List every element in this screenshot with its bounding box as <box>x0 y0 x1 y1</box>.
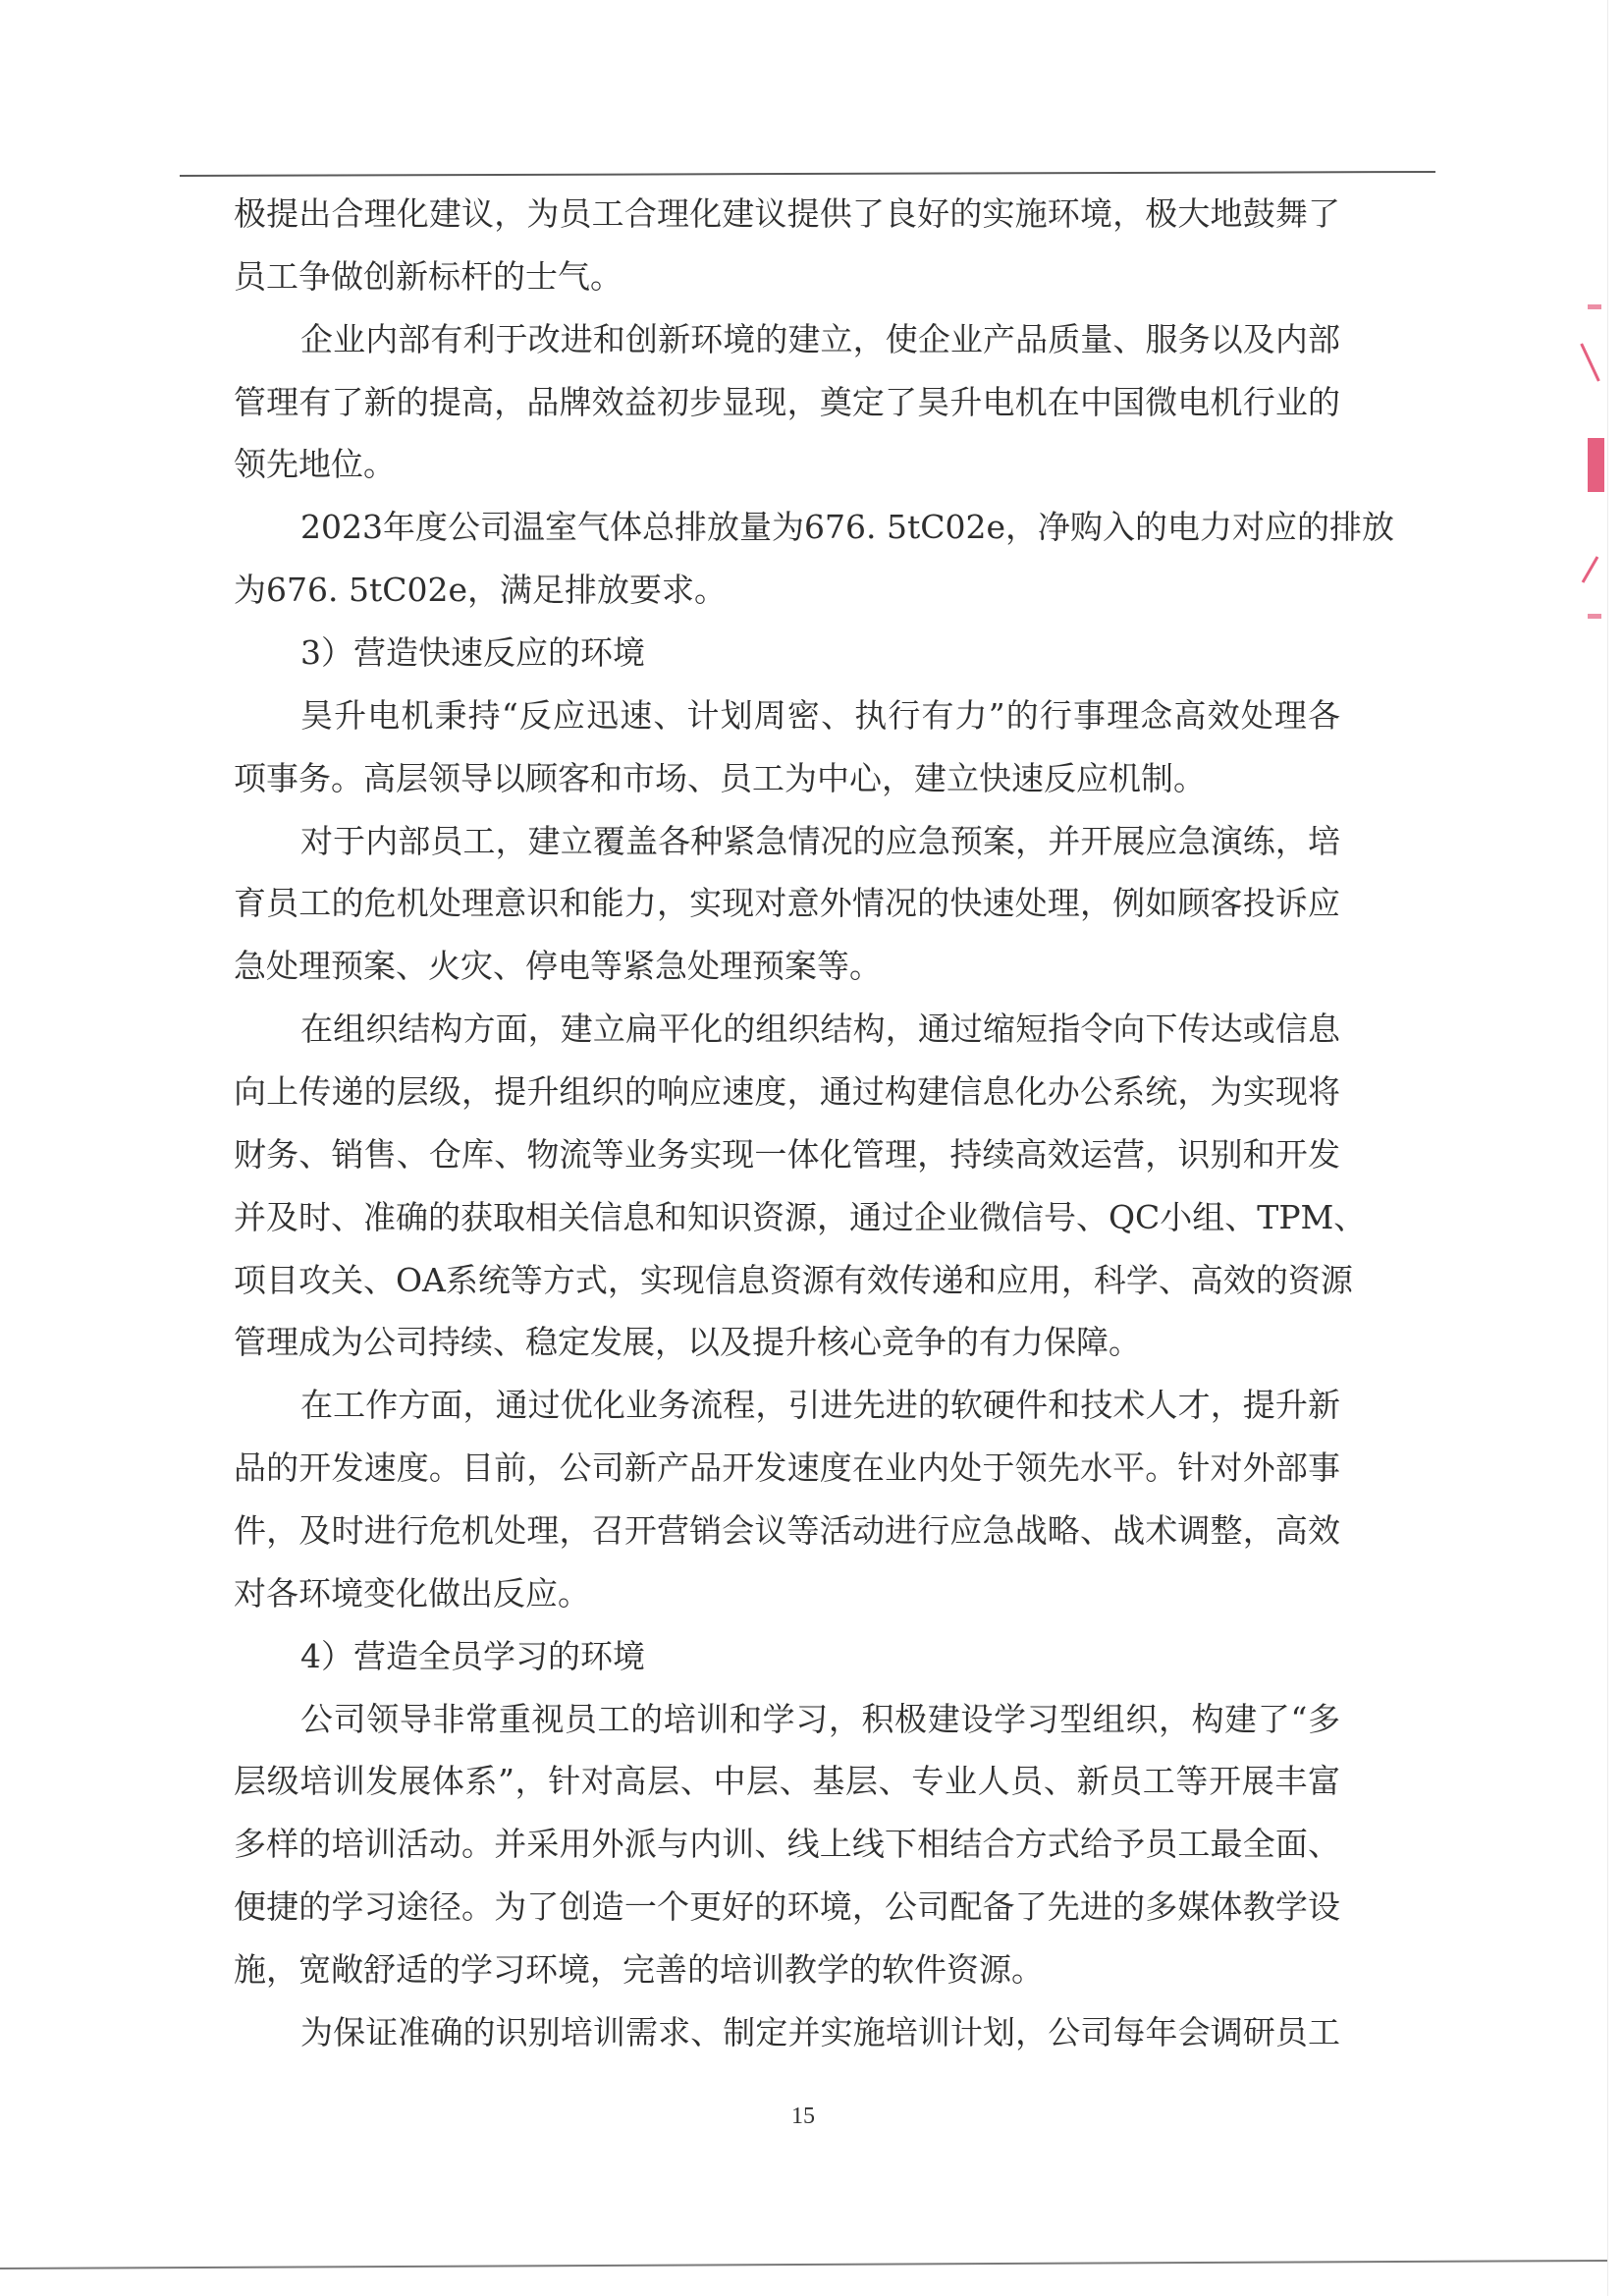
text-line: 为676. 5tC02e，满足排放要求。 <box>234 571 727 610</box>
text-line: 领先地位。 <box>234 445 396 484</box>
section-heading: 4）营造全员学习的环境 <box>300 1636 645 1675</box>
text-line: 急处理预案、火灾、停电等紧急处理预案等。 <box>234 947 882 986</box>
text-line: 极提出合理化建议，为员工合理化建议提供了良好的实施环境，极大地鼓舞了 <box>234 194 1340 233</box>
text-line: 昊升电机秉持“反应迅速、计划周密、执行有力”的行事理念高效处理各 <box>300 695 1340 735</box>
text-line: 层级培训发展体系”，针对高层、中层、基层、专业人员、新员工等开展丰富 <box>234 1762 1340 1801</box>
header-rule <box>180 171 1435 177</box>
text-line: 公司领导非常重视员工的培训和学习，积极建设学习型组织，构建了“多 <box>300 1699 1340 1738</box>
text-line: 件，及时进行危机处理，召开营销会议等活动进行应急战略、战术调整，高效 <box>234 1511 1340 1551</box>
text-line: 并及时、准确的获取相关信息和知识资源，通过企业微信号、QC小组、TPM、 <box>234 1197 1367 1236</box>
seal-stamp-fragment <box>1588 614 1601 619</box>
text-line: 管理有了新的提高，品牌效益初步显现，奠定了昊升电机在中国微电机行业的 <box>234 382 1340 421</box>
text-line: 向上传递的层级，提升组织的响应速度，通过构建信息化办公系统，为实现将 <box>234 1072 1340 1112</box>
text-line: 在组织结构方面，建立扁平化的组织结构，通过缩短指令向下传达或信息 <box>300 1010 1340 1049</box>
text-line: 管理成为公司持续、稳定发展，以及提升核心竞争的有力保障。 <box>234 1323 1141 1362</box>
text-line: 施，宽敞舒适的学习环境，完善的培训教学的软件资源。 <box>234 1950 1044 1990</box>
text-line: 对各环境变化做出反应。 <box>234 1573 590 1613</box>
text-line: 育员工的危机处理意识和能力，实现对意外情况的快速处理，例如顾客投诉应 <box>234 884 1340 923</box>
text-line: 便捷的学习途径。为了创造一个更好的环境，公司配备了先进的多媒体教学设 <box>234 1887 1340 1927</box>
text-line: 企业内部有利于改进和创新环境的建立，使企业产品质量、服务以及内部 <box>300 319 1340 358</box>
section-heading: 3）营造快速反应的环境 <box>300 633 645 673</box>
seal-stamp-fragment <box>1588 304 1601 309</box>
text-line: 2023年度公司温室气体总排放量为676. 5tC02e，净购入的电力对应的排放 <box>300 508 1394 547</box>
text-line: 项目攻关、OA系统等方式，实现信息资源有效传递和应用，科学、高效的资源 <box>234 1260 1353 1299</box>
text-line: 员工争做创新标杆的士气。 <box>234 256 622 296</box>
text-line: 为保证准确的识别培训需求、制定并实施培训计划，公司每年会调研员工 <box>300 2012 1340 2051</box>
seal-stamp-fragment <box>1580 343 1599 381</box>
page-edge <box>1607 0 1608 2296</box>
text-line: 多样的培训活动。并采用外派与内训、线上线下相结合方式给予员工最全面、 <box>234 1825 1340 1864</box>
text-line: 项事务。高层领导以顾客和市场、员工为中心，建立快速反应机制。 <box>234 758 1206 797</box>
seal-stamp-fragment <box>1588 438 1604 492</box>
seal-stamp-fragment <box>1582 556 1599 582</box>
text-line: 对于内部员工，建立覆盖各种紧急情况的应急预案，并开展应急演练，培 <box>300 821 1340 860</box>
text-line: 财务、销售、仓库、物流等业务实现一体化管理，持续高效运营，识别和开发 <box>234 1134 1340 1174</box>
body-text <box>234 183 1394 2064</box>
text-line: 品的开发速度。目前，公司新产品开发速度在业内处于领先水平。针对外部事 <box>234 1449 1340 1488</box>
text-line: 在工作方面，通过优化业务流程，引进先进的软硬件和技术人才，提升新 <box>300 1386 1340 1425</box>
footer-rule <box>0 2260 1607 2269</box>
page-number: 15 <box>791 2104 815 2129</box>
